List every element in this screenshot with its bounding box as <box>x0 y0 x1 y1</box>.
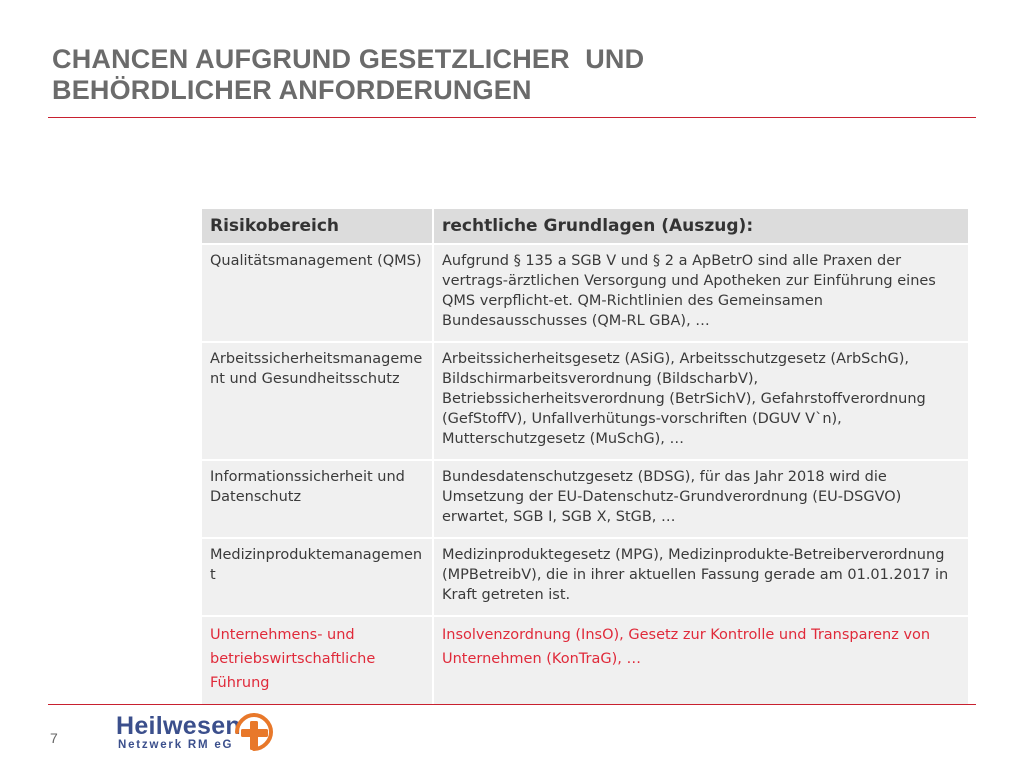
legal-basis-cell: Medizinproduktegesetz (MPG), Medizinprodukte-Betreiberverordnung (MPBetreibV), die in ihrer aktuellen Fassung gerade am 01.01.2017 in Kraft getreten ist. <box>434 539 968 615</box>
legal-basis-cell: Arbeitssicherheitsgesetz (ASiG), Arbeitsschutzgesetz (ArbSchG), Bildschirmarbeitsverordnung (BildscharbV), Betriebssicherheitsverordnung (BetrSichV), Gefahrstoffverordnung (GefStoffV), Unfallverhütungs-vorschriften (DGUV V`n), Mutterschutzgesetz (MuSchG), … <box>434 343 968 459</box>
legal-basis-cell: Insolvenzordnung (InsO), Gesetz zur Kontrolle und Transparenz von Unternehmen (KonTraG), … <box>434 617 968 705</box>
logo-subtitle: Netzwerk RM eG <box>118 739 234 751</box>
legal-basis-cell: Bundesdatenschutzgesetz (BDSG), für das Jahr 2018 wird die Umsetzung der EU-Datenschutz-Grundverordnung (EU-DSGVO) erwartet, SGB I, SGB X, StGB, … <box>434 461 968 537</box>
table-row-highlighted <box>202 617 968 705</box>
plus-cross-icon <box>234 712 274 752</box>
slide-title-line-2: BEHÖRDLICHER ANFORDERUNGEN <box>52 75 532 105</box>
risk-area-cell: Unternehmens- und betriebswirtschaftliche Führung <box>202 617 432 705</box>
table-row <box>202 461 968 537</box>
page-number: 7 <box>50 730 58 746</box>
column-header-legal-basis: rechtliche Grundlagen (Auszug): <box>434 209 968 243</box>
risk-area-cell: Medizinproduktemanagement <box>202 539 432 615</box>
slide-title <box>52 44 972 106</box>
risk-area-cell: Qualitätsmanagement (QMS) <box>202 245 432 341</box>
table-row <box>202 539 968 615</box>
heilwesen-logo <box>116 712 276 758</box>
logo-wordmark: Heilwesen <box>116 712 241 740</box>
legal-basis-cell: Aufgrund § 135 a SGB V und § 2 a ApBetrO sind alle Praxen der vertrags-ärztlichen Versorgung und Apotheken zur Einführung eines QMS verpflicht-et. QM-Richtlinien des Gemeinsamen Bundesausschusses (QM-RL GBA), … <box>434 245 968 341</box>
table-header-row <box>202 209 968 243</box>
table-row <box>202 343 968 459</box>
legal-basis-table <box>200 207 970 707</box>
risk-area-cell: Informationssicherheit und Datenschutz <box>202 461 432 537</box>
slide-title-line-1: CHANCEN AUFGRUND GESETZLICHER UND <box>52 44 645 74</box>
risk-area-cell: Arbeitssicherheitsmanagement und Gesundheitsschutz <box>202 343 432 459</box>
footer-divider <box>48 704 976 705</box>
title-divider <box>48 117 976 118</box>
column-header-risk-area: Risikobereich <box>202 209 432 243</box>
table-row <box>202 245 968 341</box>
